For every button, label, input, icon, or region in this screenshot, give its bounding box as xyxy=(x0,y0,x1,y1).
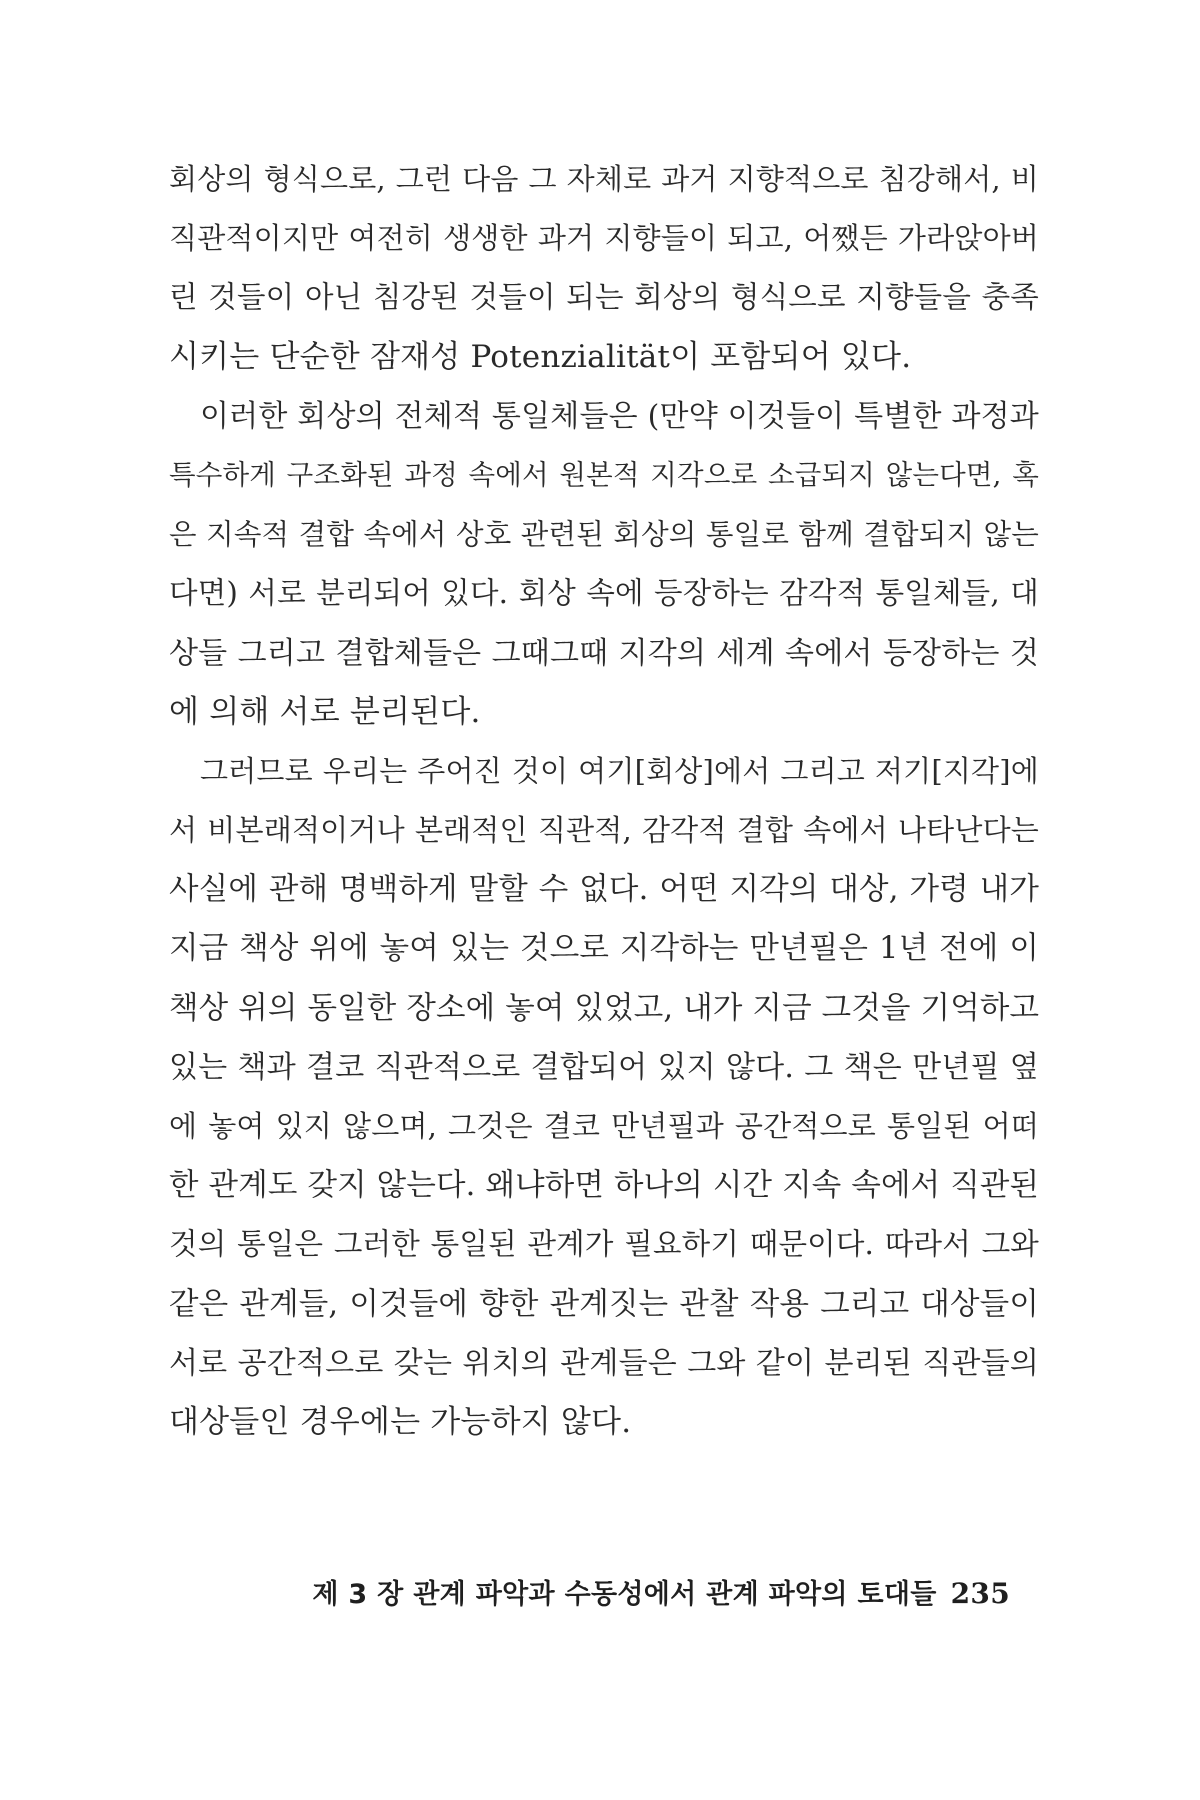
text-line: 같은 관계들, 이것들에 향한 관계짓는 관찰 작용 그리고 대상들이 xyxy=(169,1286,1039,1322)
text-line: 직관적이지만 여전히 생생한 과거 지향들이 되고, 어쨌든 가라앉아버 xyxy=(169,221,1039,256)
text-line: 이러한 회상의 전체적 통일체들은 (만약 이것들이 특별한 과정과 xyxy=(200,398,1039,434)
text-line: 그러므로 우리는 주어진 것이 여기[회상]에서 그리고 저기[지각]에 xyxy=(200,753,1039,788)
text-line: 에 놓여 있지 않으며, 그것은 결코 만년필과 공간적으로 통일된 어떠 xyxy=(169,1109,1039,1143)
paragraph xyxy=(169,387,1039,742)
text-line: 회상의 형식으로, 그런 다음 그 자체로 과거 지향적으로 침강해서, 비 xyxy=(169,162,1039,196)
text-line: 사실에 관해 명백하게 말할 수 없다. 어떤 지각의 대상, 가령 내가 xyxy=(169,872,1039,908)
text-line: 린 것들이 아닌 침강된 것들이 되는 회상의 형식으로 지향들을 충족 xyxy=(169,280,1039,315)
body-text xyxy=(169,150,1039,1452)
text-line: 것의 통일은 그러한 통일된 관계가 필요하기 때문이다. 따라서 그와 xyxy=(169,1227,1039,1262)
text-line: 시키는 단순한 잠재성 Potenzialität이 포함되어 있다. xyxy=(169,338,912,375)
text-line: 지금 책상 위에 놓여 있는 것으로 지각하는 만년필은 1년 전에 이 xyxy=(169,931,1039,967)
running-head: 제 3 장 관계 파악과 수동성에서 관계 파악의 토대들 xyxy=(312,1579,937,1610)
page-footer xyxy=(312,1572,1010,1611)
text-line: 은 지속적 결합 속에서 상호 관련된 회상의 통일로 함께 결합되지 않는 xyxy=(169,518,1039,552)
text-line: 다면) 서로 분리되어 있다. 회상 속에 등장하는 감각적 통일체들, 대 xyxy=(169,576,1039,611)
text-line: 있는 책과 결코 직관적으로 결합되어 있지 않다. 그 책은 만년필 옆 xyxy=(169,1049,1039,1085)
paragraph xyxy=(169,150,1039,387)
text-line: 서로 공간적으로 갖는 위치의 관계들은 그와 같이 분리된 직관들의 xyxy=(169,1345,1039,1381)
text-line: 특수하게 구조화된 과정 속에서 원본적 지각으로 소급되지 않는다면, 혹 xyxy=(169,458,1039,491)
text-line: 한 관계도 갖지 않는다. 왜냐하면 하나의 시간 지속 속에서 직관된 xyxy=(169,1168,1040,1204)
text-line: 책상 위의 동일한 장소에 놓여 있었고, 내가 지금 그것을 기억하고 xyxy=(169,990,1040,1026)
text-line: 상들 그리고 결합체들은 그때그때 지각의 세계 속에서 등장하는 것 xyxy=(169,635,1039,671)
text-line: 에 의해 서로 분리된다. xyxy=(169,693,481,730)
paragraph xyxy=(169,742,1039,1452)
text-line: 대상들인 경우에는 가능하지 않다. xyxy=(169,1403,632,1440)
page-number: 235 xyxy=(950,1577,1010,1610)
text-line: 서 비본래적이거나 본래적인 직관적, 감각적 결합 속에서 나타난다는 xyxy=(169,813,1039,848)
